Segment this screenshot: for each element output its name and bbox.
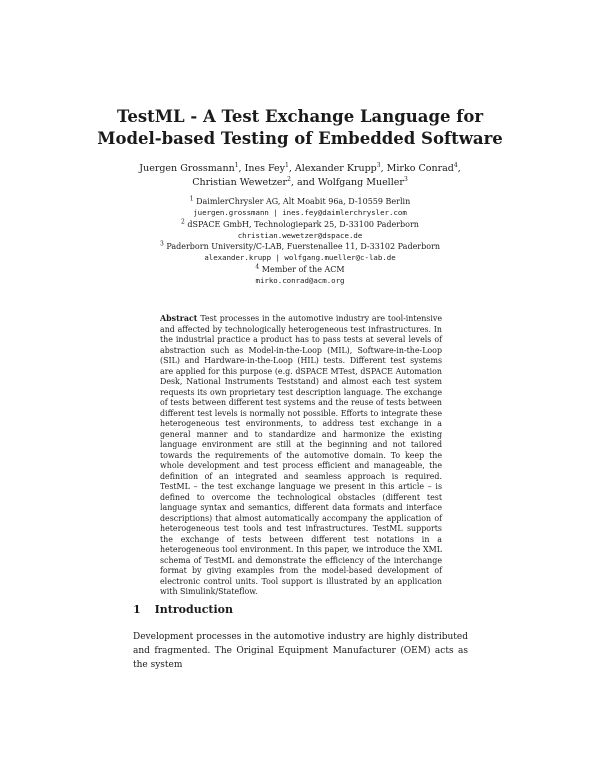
section-heading bbox=[133, 603, 233, 616]
author-affil-mark: 1 bbox=[234, 161, 239, 169]
affiliation-email: christian.wewetzer@dspace.de bbox=[237, 230, 363, 240]
affiliation-email: juergen.grossmann | ines.fey@daimlerchrysler.com bbox=[193, 208, 407, 218]
affiliation-org: $^1$ DaimlerChrysler AG, Alt Moabit 96a, D-10559 Berlin bbox=[189, 195, 411, 206]
paper-title bbox=[0, 106, 600, 150]
author-affil-mark: 2 bbox=[287, 175, 291, 183]
author-list: Juergen Grossmann$^1$, Ines Fey$^1$, Alexander Krupp$^3$, Mirko Conrad$^4$, Christian Wewetzer$^2$, and Wolfgang Mueller$^3$ bbox=[139, 161, 461, 188]
abstract bbox=[160, 314, 442, 598]
author-affil-mark: 3 bbox=[403, 175, 408, 183]
section-number: 1 bbox=[133, 603, 141, 616]
author-name: Christian Wewetzer bbox=[192, 177, 288, 188]
affiliations bbox=[110, 196, 490, 286]
title-line-1: TestML - A Test Exchange Language for bbox=[116, 107, 484, 126]
author-affil-mark: 3 bbox=[376, 161, 381, 169]
abstract-text: Test processes in the automotive industry are tool-intensive and affected by technologically heterogeneous test infrastructures. In the industrial practice a product has to pass tests at several levels of abstraction such as Model-in-the-Loop (MIL), Software-in-the-Loop (SIL) and Hardware-in-the-Loop (HIL) tests. Different test systems are applied for this purpose (e.g. dSPACE MTest, dSPACE Automation Desk, National Instruments Teststand) and almost each test system requests its own proprietary test description language. The exchange of tests between different test systems and the reuse of tests between different test levels is normally not possible. Efforts to integrate these heterogeneous test environments, to address test exchange in a general manner and to standardize and harmonize the existing language environment are still at the beginning and not tailored towards the requirements of the automotive domain. To keep the whole development and test process efficient and manageable, the definition of an integrated and seamless approach is required. TestML – the test exchange language we present in this article – is defined to overcome the technological obstacles (different test language syntax and semantics, different data formats and interface descriptions) that almost automatically accompany the application of heterogeneous test tools and test infrastructures. TestML supports the exchange of tests between different test notations in a heterogeneous tool environment. In this paper, we introduce the XML schema of TestML and demonstrate the efficiency of the interchange format by giving examples from the model-based development of electronic control units. Tool support is illustrated by an application with Simulink/Stateflow. bbox=[160, 314, 442, 596]
affiliation-email: mirko.conrad@acm.org bbox=[255, 276, 345, 286]
author-joiner: and bbox=[296, 177, 315, 188]
author-name: Juergen Grossmann bbox=[139, 163, 235, 174]
section-title: Introduction bbox=[154, 603, 233, 616]
affiliation-org: $^2$ dSPACE GmbH, Technologiepark 25, D-33100 Paderborn bbox=[181, 217, 419, 229]
affiliation-email: alexander.krupp | wolfgang.mueller@c-lab.de bbox=[204, 253, 396, 263]
affiliation-org: $^3$ Paderborn University/C-LAB, Fuerstenallee 11, D-33102 Paderborn bbox=[159, 240, 441, 252]
author-name: Ines Fey bbox=[244, 163, 286, 174]
author-affil-mark: 4 bbox=[453, 161, 458, 169]
author-affil-mark: 1 bbox=[285, 161, 289, 169]
author-name: Wolfgang Mueller bbox=[317, 177, 404, 188]
section-body: Development processes in the automotive industry are highly distributed and fragmented. The Original Equipment Manufacturer (OEM) acts as the system bbox=[133, 632, 468, 670]
author-name: Alexander Krupp bbox=[294, 163, 377, 174]
abstract-heading: Abstract bbox=[160, 314, 198, 323]
author-name: Mirko Conrad bbox=[386, 163, 454, 174]
affiliation-org: $^4$ Member of the ACM bbox=[255, 263, 345, 274]
title-line-2: Model-based Testing of Embedded Software bbox=[97, 129, 503, 148]
